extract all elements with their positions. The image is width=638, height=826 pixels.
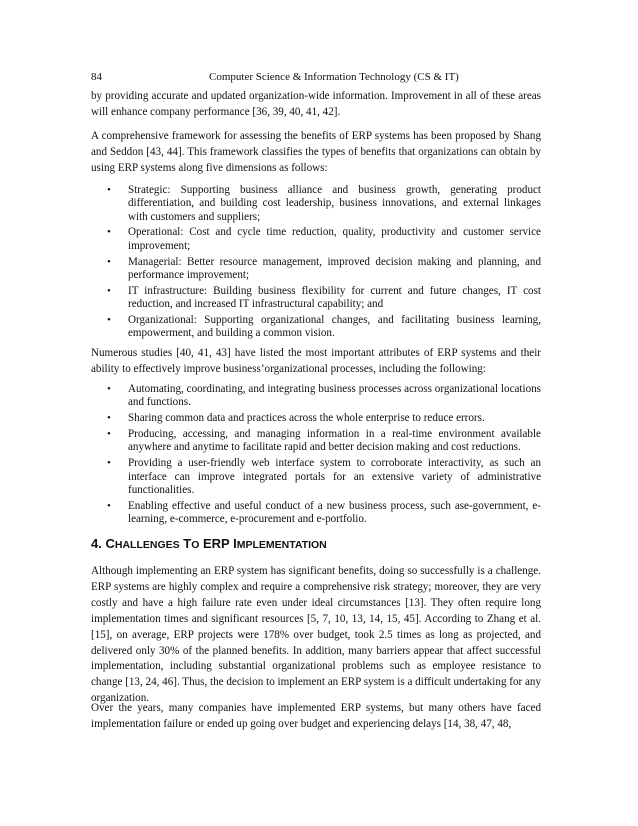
list-item-text: IT infrastructure: Building business flexibility for current and future changes, IT cost reduction, and increased IT infrastructural capability; and (128, 284, 541, 311)
bullet-icon: • (107, 284, 111, 297)
paragraph-intro: by providing accurate and updated organization-wide information. Improvement in all of these areas will enhance company performance [36, 39, 40, 41, 42]. (91, 90, 541, 118)
list-item (91, 226, 541, 253)
heading-cap: I (233, 536, 237, 551)
list-item-text: Enabling effective and useful conduct of a new business process, such ase-government, e-learning, e-commerce, e-procurement and e-portfolio. (128, 499, 541, 526)
bullet-icon: • (107, 457, 111, 470)
list-item (91, 184, 541, 224)
list-item (91, 314, 541, 341)
heading-smallcaps: HALLENGES (114, 539, 180, 551)
list-item-text: Automating, coordinating, and integrating business processes across organizational locations and functions. (128, 383, 541, 409)
heading-word-2 (183, 536, 199, 551)
section-number: 4. (91, 536, 102, 551)
heading-word-3: ERP (203, 536, 230, 551)
page-number: 84 (91, 71, 102, 83)
list-item-text: Managerial: Better resource management, improved decision making and planning, and performance improvement; (128, 255, 541, 281)
list-item-text: Operational: Cost and cycle time reduction, quality, productivity and customer service improvement; (128, 226, 541, 252)
bullet-icon: • (107, 226, 111, 239)
list-item (91, 412, 541, 425)
list-item-text: Strategic: Supporting business alliance and business growth, generating product differentiation, and building cost leadership, business innovations, and external linkages with customers and suppliers; (128, 184, 541, 223)
bullet-icon: • (107, 184, 111, 196)
list-item-text: Sharing common data and practices across the whole enterprise to reduce errors. (128, 412, 485, 425)
list-item (91, 428, 541, 455)
heading-word-1 (105, 536, 179, 551)
heading-smallcaps: MPLEMENTATION (236, 539, 327, 551)
paragraph-failures: Over the years, many companies have implemented ERP systems, but many others have faced implementation failure or ended up going over budget and experiencing delays [14, 38, 47, 48, (91, 702, 541, 730)
heading-cap: C (105, 536, 115, 551)
bullet-icon: • (107, 314, 111, 327)
bullet-icon: • (107, 499, 111, 512)
bullet-icon: • (107, 412, 111, 425)
heading-smallcaps: O (191, 539, 200, 551)
bullet-icon: • (107, 428, 111, 441)
bullet-icon: • (107, 383, 111, 395)
heading-cap: T (183, 536, 192, 551)
paragraph-framework: A comprehensive framework for assessing the benefits of ERP systems has been proposed by Shang and Seddon [43, 44]. This framework classifies the types of benefits that organizations can obtain by using ERP systems along five dimensions as follows: (91, 130, 541, 174)
list-item-text: Providing a user-friendly web interface system to corroborate interactivity, as such an interface can improve integrated portals for an extensive variety of administrative functionalities. (128, 457, 541, 496)
list-item-text: Organizational: Supporting organizational changes, and facilitating business learning, empowerment, and building a common vision. (128, 314, 541, 340)
list-item (91, 256, 541, 283)
benefits-list (91, 184, 541, 343)
paragraph-challenges: Although implementing an ERP system has significant benefits, doing so successfully is a challenge. ERP systems are highly complex and require a comprehensive risk strategy; moreover, they are very costly and have a high failure rate even under ideal circumstances [13]. They often require long implementation times and significant resources [5, 7, 10, 13, 14, 15, 45]. According to Zhang et al. [15], on average, ERP projects were 178% over budget, took 2.5 times as long as projected, and delivered only 30% of the planned benefits. In addition, many barriers appear that affect successful implementation, including substantial organizational problems such as employee resistance to change [13, 24, 46]. Thus, the decision to implement an ERP system is a difficult undertaking for any organization. (91, 565, 541, 705)
list-item (91, 285, 541, 312)
attributes-list (91, 383, 541, 529)
list-item (91, 500, 541, 527)
bullet-icon: • (107, 255, 111, 268)
list-item (91, 457, 541, 497)
paragraph-attributes: Numerous studies [40, 41, 43] have listed the most important attributes of ERP systems and their ability to effectively improve business’organizational processes, including the following: (91, 347, 541, 375)
journal-title: Computer Science & Information Technology (CS & IT) (209, 71, 459, 83)
list-item-text: Producing, accessing, and managing information in a real-time environment available anywhere and anytime to facilitate rapid and better decision making and cost reductions. (128, 428, 541, 454)
list-item (91, 383, 541, 410)
section-heading (91, 536, 327, 551)
heading-word-4 (233, 536, 327, 551)
